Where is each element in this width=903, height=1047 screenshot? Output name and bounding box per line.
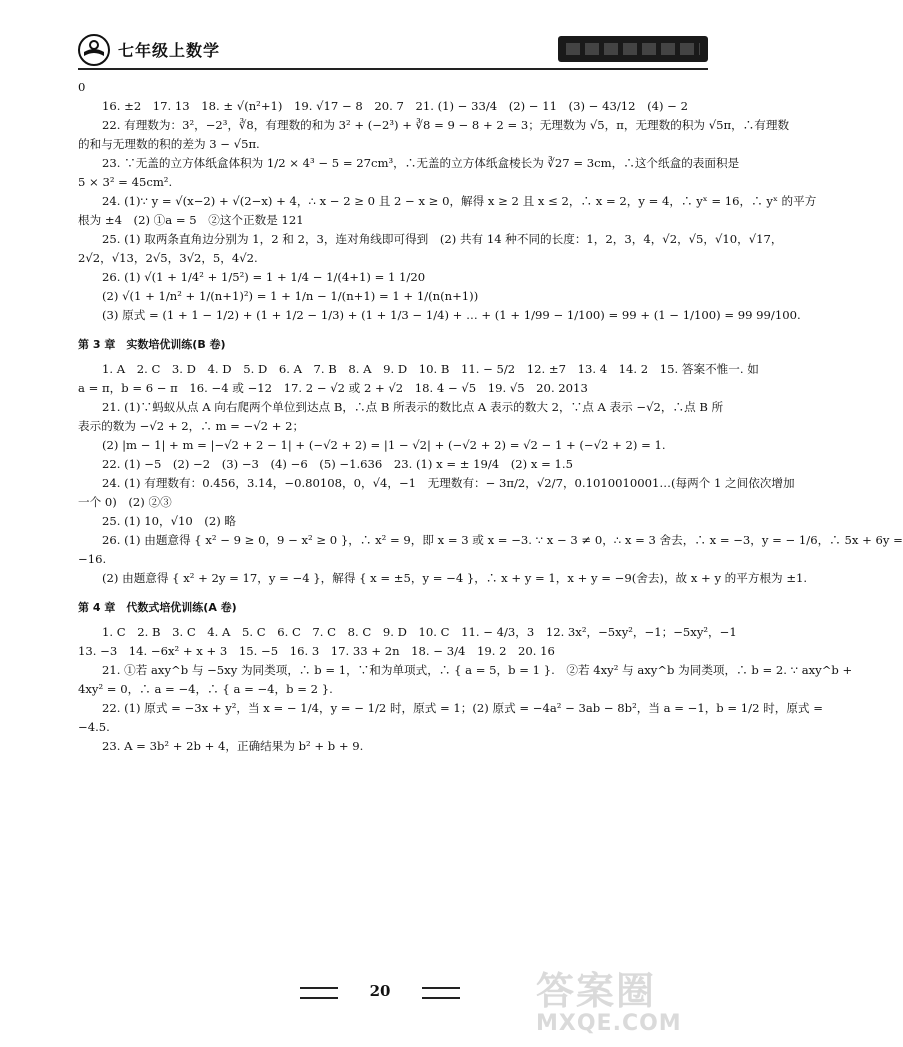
answer-line: (2) √(1 + 1/n² + 1/(n+1)²) = 1 + 1/n − 1/(n+1) = 1 + 1/(n(n+1)) (102, 289, 479, 303)
answer-line: 24. (1) 有理数有：0.456，3.14，−0.80108，0，√4，−1 无理数有：− 3π/2，√2/7，0.1010010001…(每两个 1 之间依次增加 (102, 476, 795, 490)
book-logo-icon (78, 34, 110, 66)
answer-line: 25. (1) 取两条直角边分别为 1，2 和 2，3，连对角线即可得到 (2) 共有 14 种不同的长度：1，2，3，4，√2，√5，√10，√17， (102, 232, 783, 246)
answer-line: 24. (1)∵ y = √(x−2) + √(2−x) + 4，∴ x − 2 ≥ 0 且 2 − x ≥ 0，解得 x ≥ 2 且 x ≤ 2，∴ x = 2，y = 4，∴ yˣ = 16，∴ yˣ 的平方 (102, 194, 817, 208)
answer-line: 一个 0) (2) ②③ (78, 495, 172, 509)
answer-content (78, 78, 903, 756)
answer-line: 5 × 3² = 45cm². (78, 175, 173, 189)
answer-line: 21. ①若 axy^b 与 −5xy 为同类项，∴ b = 1，∵和为单项式，∴ { a = 5，b = 1 }. ②若 4xy² 与 axy^b 为同类项，∴ b = 2. ∵ axy^b + (102, 663, 853, 677)
header-banner (558, 36, 708, 62)
answer-line: (3) 原式 = (1 + 1 − 1/2) + (1 + 1/2 − 1/3) + (1 + 1/3 − 1/4) + … + (1 + 1/99 − 1/100) = 99 + (1 − 1/100) = 99 99/100. (102, 308, 801, 322)
answer-line: 1. C 2. B 3. C 4. A 5. C 6. C 7. C 8. C 9. D 10. C 11. − 4/3，3 12. 3x²，−5xy²，−1；−5xy²，−1 (102, 625, 737, 639)
section-heading: 第 4 章 代数式培优训练(A 卷) (78, 601, 237, 614)
header-rule (78, 68, 708, 70)
answer-line: 的和与无理数的积的差为 3 − √5π. (78, 137, 260, 151)
answer-line: 13. −3 14. −6x² + x + 3 15. −5 16. 3 17. 33 + 2n 18. − 3/4 19. 2 20. 16 (78, 644, 555, 658)
answer-line: (2) |m − 1| + m = |−√2 + 2 − 1| + (−√2 + 2) = |1 − √2| + (−√2 + 2) = √2 − 1 + (−√2 + 2) = 1. (102, 438, 666, 452)
book-title: 七年级上数学 (118, 41, 221, 60)
answer-line: 4xy² = 0，∴ a = −4，∴ { a = −4，b = 2 }. (78, 682, 333, 696)
page-header (78, 32, 708, 72)
watermark-text: 答案圈 (536, 969, 657, 1013)
section-heading: 第 3 章 实数培优训练(B 卷) (78, 338, 226, 351)
answer-line: 23. ∵无盖的立方体纸盒体积为 1/2 × 4³ − 5 = 27cm³，∴无盖的立方体纸盒棱长为 ∛27 = 3cm，∴这个纸盒的表面积是 (102, 156, 740, 170)
answer-line: 23. A = 3b² + 2b + 4，正确结果为 b² + b + 9. (102, 739, 364, 753)
answer-line: 21. (1)∵蚂蚁从点 A 向右爬两个单位到达点 B，∴点 B 所表示的数比点 A 表示的数大 2，∵点 A 表示 −√2，∴点 B 所 (102, 400, 724, 414)
answer-line: −16. (78, 552, 107, 566)
answer-line: 26. (1) 由题意得 { x² − 9 ≥ 0，9 − x² ≥ 0 }，∴ x² = 9，即 x = 3 或 x = −3. ∵ x − 3 ≠ 0，∴ x = 3 舍去，∴ x = −3，y = − 1/6，∴ 5x + 6y = (102, 533, 903, 547)
answer-line: 0 (78, 80, 86, 94)
answer-line: a = π，b = 6 − π 16. −4 或 −12 17. 2 − √2 或 2 + √2 18. 4 − √5 19. √5 20. 2013 (78, 381, 588, 395)
answer-line: 22. (1) −5 (2) −2 (3) −3 (4) −6 (5) −1.636 23. (1) x = ± 19/4 (2) x = 1.5 (102, 457, 573, 471)
answer-line: 根为 ±4 (2) ①a = 5 ②这个正数是 121 (78, 213, 304, 227)
answer-line: 26. (1) √(1 + 1/4² + 1/5²) = 1 + 1/4 − 1/(4+1) = 1 1/20 (102, 270, 426, 284)
answer-line: −4.5. (78, 720, 110, 734)
watermark-logo (536, 960, 726, 1040)
answer-line: 2√2，√13，2√5，3√2，5，4√2. (78, 251, 258, 265)
answer-line: 16. ±2 17. 13 18. ± √(n²+1) 19. √17 − 8 20. 7 21. (1) − 33/4 (2) − 11 (3) − 43/12 (4) − 2 (102, 99, 688, 113)
answer-line: 25. (1) 10，√10 (2) 略 (102, 514, 237, 528)
answer-line: (2) 由题意得 { x² + 2y = 17，y = −4 }，解得 { x = ±5，y = −4 }，∴ x + y = 1，x + y = −9(舍去)，故 x + y 的平方根为 ±1. (102, 571, 808, 585)
answer-line: 1. A 2. C 3. D 4. D 5. D 6. A 7. B 8. A 9. D 10. B 11. − 5/2 12. ±7 13. 4 14. 2 15. 答案不惟一. 如 (102, 362, 759, 376)
answer-line: 22. (1) 原式 = −3x + y²，当 x = − 1/4，y = − 1/2 时，原式 = 1；(2) 原式 = −4a² − 3ab − 8b²，当 a = −1，b = 1/2 时，原式 = (102, 701, 823, 715)
watermark-url: MXQE.COM (536, 1011, 682, 1036)
answer-line: 表示的数为 −√2 + 2，∴ m = −√2 + 2； (78, 419, 305, 433)
answer-line: 22. 有理数为：3²，−2³，∛8，有理数的和为 3² + (−2³) + ∛8 = 9 − 8 + 2 = 3；无理数为 √5，π，无理数的积为 √5π，∴有理数 (102, 118, 790, 132)
page-number: 20 (340, 978, 420, 1004)
